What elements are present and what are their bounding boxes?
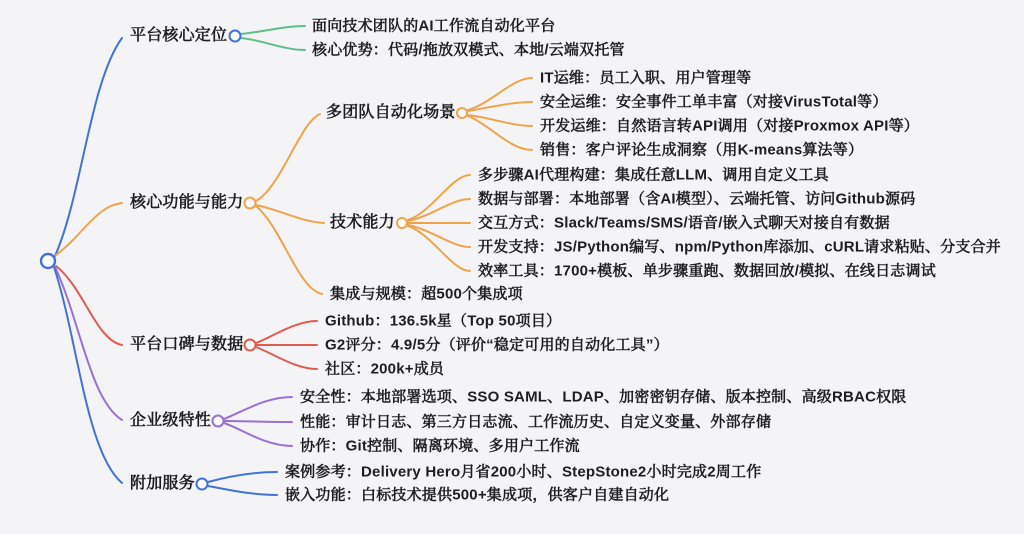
edge-enterprise-leaf-1	[224, 397, 292, 419]
node-label-services: 附加服务	[130, 475, 195, 492]
multiteam-node-circle	[457, 108, 467, 118]
edge-capabilities-to-tech	[256, 205, 324, 223]
leaf-security-ops: 安全运维：安全事件工单丰富（对接VirusTotal等）	[540, 93, 888, 111]
services-node-circle	[197, 479, 208, 490]
edge-root-to-reputation	[56, 266, 122, 345]
edge-reputation-leaf-3	[256, 347, 317, 369]
leaf-dev-ops: 开发运维：自然语言转API调用（对接Proxmox API等）	[540, 117, 920, 135]
leaf-core-advantage: 核心优势：代码/拖放双模式、本地/云端双托管	[312, 41, 625, 59]
node-label-enterprise: 企业级特性	[130, 412, 212, 429]
tech-node-circle	[397, 218, 407, 228]
edge-services-leaf-2	[208, 486, 277, 495]
positioning-node-circle	[230, 31, 241, 42]
leaf-efficiency-tools: 效率工具：1700+模板、单步骤重跑、数据回放/模拟、在线日志调试	[478, 262, 936, 280]
leaf-data-deployment: 数据与部署：本地部署（含AI模型）、云端托管、访问Github源码	[478, 190, 916, 208]
leaf-security: 安全性：本地部署选项、SSO SAML、LDAP、加密密钥存储、版本控制、高级RBAC权限	[300, 388, 907, 406]
capabilities-node-circle	[245, 198, 256, 209]
leaf-interaction-modes: 交互方式：Slack/Teams/SMS/语音/嵌入式聊天对接自有数据	[478, 214, 890, 232]
enterprise-node-circle	[213, 416, 224, 427]
leaf-case-reference: 案例参考：Delivery Hero月省200小时、StepStone2小时完成2周工作	[285, 463, 762, 481]
edge-tech-leaf-4	[408, 225, 470, 247]
reputation-node-circle	[245, 340, 256, 351]
edge-capabilities-to-integration	[256, 206, 322, 294]
leaf-ai-platform: 面向技术团队的AI工作流自动化平台	[312, 17, 556, 35]
leaf-collaboration: 协作：Git控制、隔离环境、多用户工作流	[300, 437, 580, 455]
edge-capabilities-to-multiteam	[256, 114, 320, 201]
node-label-multiteam-scenarios: 多团队自动化场景	[326, 104, 456, 121]
edge-tech-leaf-2	[408, 199, 470, 221]
leaf-ai-agent-build: 多步骤AI代理构建：集成任意LLM、调用自定义工具	[478, 166, 829, 184]
edge-root-to-enterprise	[55, 267, 122, 420]
edge-positioning-leaf-1	[241, 26, 305, 34]
edge-tech-leaf-1	[408, 175, 470, 220]
edge-services-leaf-1	[208, 472, 277, 482]
edge-enterprise-leaf-2	[224, 421, 292, 422]
root-node-circle	[41, 254, 55, 268]
node-label-capabilities: 核心功能与能力	[130, 194, 244, 211]
leaf-integration-scale: 集成与规模：超500个集成项	[330, 285, 523, 303]
leaf-g2-score: G2评分：4.9/5分（评价“稳定可用的自动化工具”）	[325, 336, 669, 354]
leaf-community: 社区：200k+成员	[325, 360, 445, 378]
node-label-reputation: 平台口碑与数据	[130, 336, 244, 353]
node-label-tech-capability: 技术能力	[330, 214, 395, 231]
leaf-embed-feature: 嵌入功能：白标技术提供500+集成项，供客户自建自动化	[285, 486, 670, 504]
edge-enterprise-leaf-3	[224, 423, 292, 446]
leaf-github-stars: Github：136.5k星（Top 50项目）	[325, 312, 562, 330]
leaf-it-ops: IT运维：员工入职、用户管理等	[540, 69, 752, 87]
edge-tech-leaf-5	[408, 226, 470, 271]
leaf-performance: 性能：审计日志、第三方日志流、工作流历史、自定义变量、外部存储	[300, 413, 772, 431]
node-label-positioning: 平台核心定位	[130, 27, 228, 44]
edge-positioning-leaf-2	[241, 38, 305, 50]
edge-root-to-services	[54, 267, 122, 483]
edge-reputation-leaf-1	[256, 321, 317, 343]
leaf-dev-support: 开发支持：JS/Python编写、npm/Python库添加、cURL请求粘贴、分支合并	[478, 238, 1001, 256]
leaf-sales: 销售：客户评论生成洞察（用K-means算法等）	[540, 141, 864, 159]
